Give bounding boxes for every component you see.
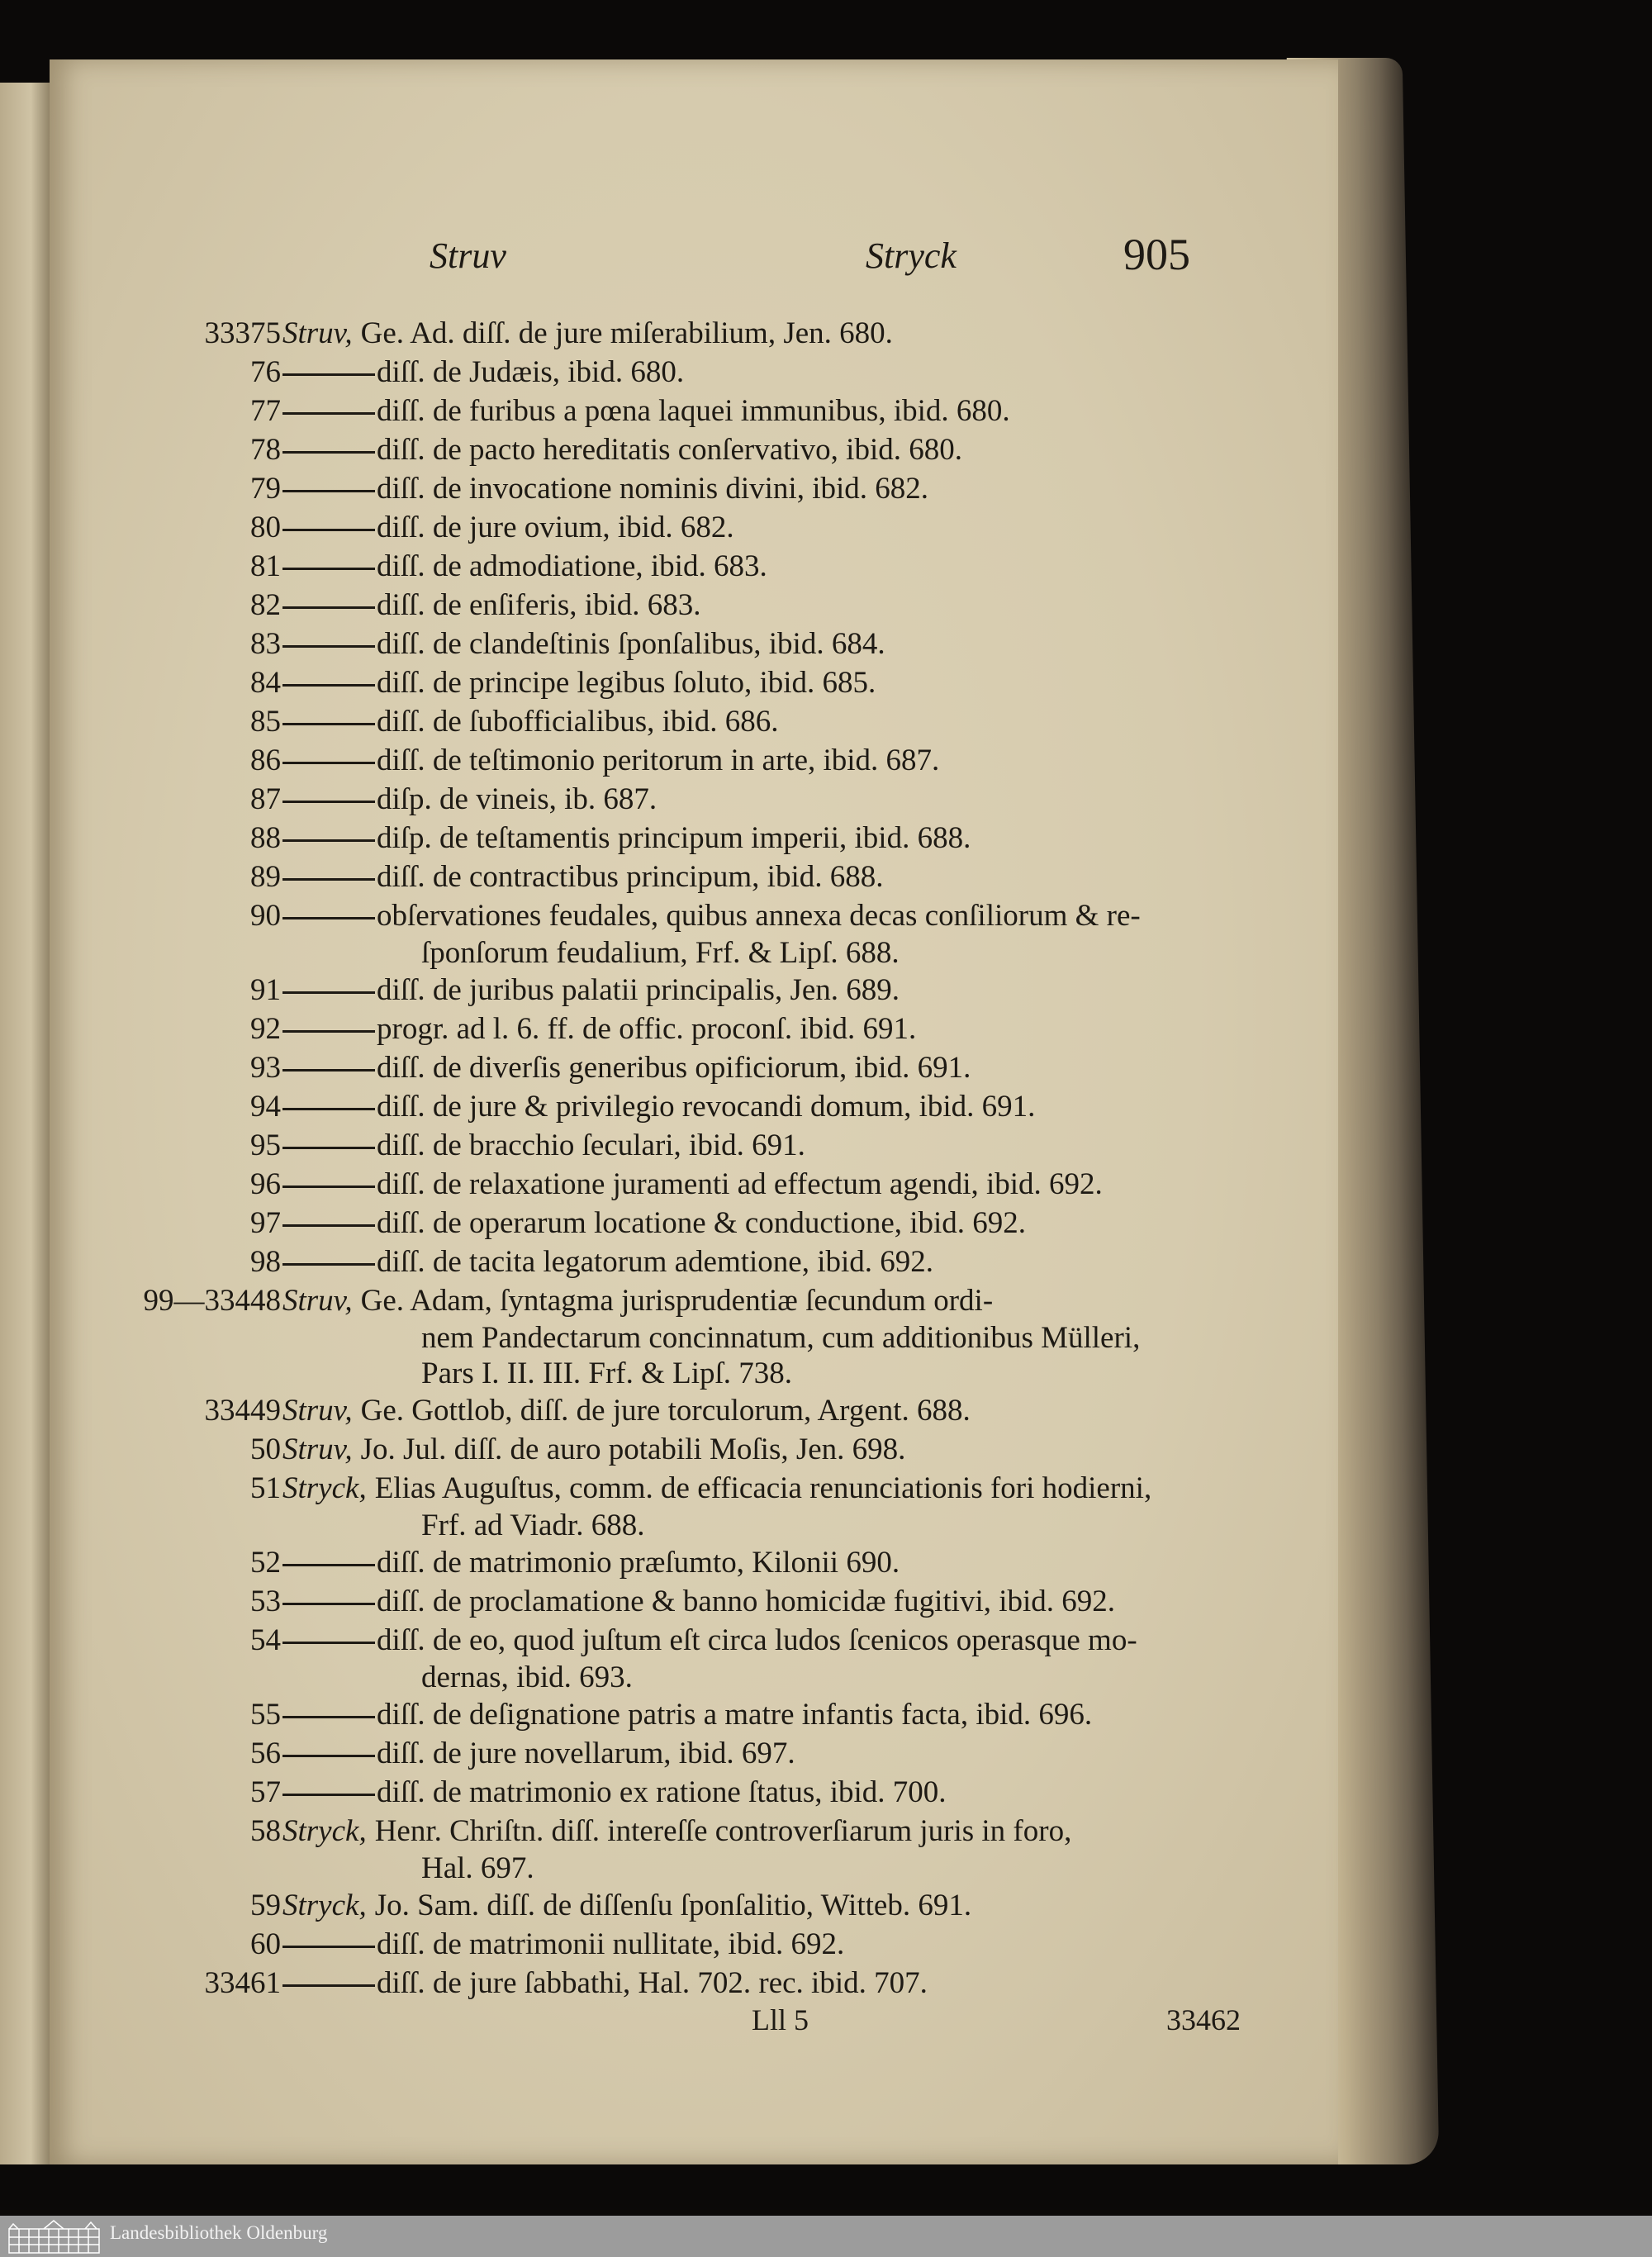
left-page-edge (0, 83, 51, 2164)
entry-body (282, 1165, 1103, 1204)
entry-number: 79 (250, 472, 281, 506)
entry-row (50, 586, 1289, 625)
author-name: Stryck, (282, 1471, 367, 1505)
ditto-dash (282, 1224, 375, 1227)
entry-continuation (50, 935, 1289, 971)
entry-number: 81 (250, 549, 281, 583)
entry-number: 33375 (204, 316, 281, 350)
entry-row (50, 1964, 1289, 2003)
entry-body (282, 586, 701, 625)
entry-body (282, 1964, 928, 2003)
entry-row (50, 1010, 1289, 1048)
entry-row (50, 1886, 1289, 1925)
ditto-dash (282, 839, 375, 842)
entry-body (282, 430, 962, 469)
entry-text: obſervationes feudales, quibus annexa decas conſiliorum & re- (377, 899, 1141, 933)
entry-body (282, 702, 778, 741)
ditto-dash (282, 1794, 375, 1796)
entry-body (282, 1925, 844, 1964)
entry-text: Ge. Adam, ſyntagma jurisprudentiæ ſecundum ordi- (360, 1284, 994, 1318)
author-name: Stryck, (282, 1814, 367, 1848)
ditto-dash (282, 1030, 375, 1033)
entry-row (50, 508, 1289, 547)
entry-number: 78 (250, 433, 281, 467)
entry-number: 56 (250, 1737, 281, 1770)
entry-text: diſſ. de matrimonio præſumto, Kilonii 690. (377, 1546, 900, 1580)
entry-number: 55 (250, 1698, 281, 1732)
entry-text: diſſ. de juribus palatii principalis, Jen. 689. (377, 973, 900, 1007)
entry-number: 76 (250, 355, 281, 389)
continuation-text: dernas, ibid. 693. (421, 1661, 633, 1694)
entry-number: 53 (250, 1585, 281, 1618)
entry-text: diſp. de teſtamentis principum imperii, ibid. 688. (377, 821, 971, 855)
entry-body (282, 1204, 1026, 1243)
entry-body (282, 1734, 795, 1773)
entry-number: 60 (250, 1927, 281, 1961)
entry-text: diſſ. de bracchio ſeculari, ibid. 691. (377, 1128, 805, 1162)
entry-body (282, 314, 893, 353)
entry-row (50, 1925, 1289, 1964)
entry-text: diſſ. de clandeſtinis ſponſalibus, ibid. 684. (377, 627, 885, 661)
entry-number: 89 (250, 860, 281, 894)
entry-row (50, 663, 1289, 702)
ditto-dash (282, 412, 375, 415)
entry-text: Henr. Chriſtn. diſſ. intereſſe controverſiarum juris in foro, (374, 1814, 1072, 1848)
entry-text: diſſ. de deſignatione patris a matre infantis facta, ibid. 696. (377, 1698, 1093, 1732)
ditto-dash (282, 1069, 375, 1071)
entry-text: diſſ. de Judæis, ibid. 680. (377, 355, 685, 389)
entry-row (50, 353, 1289, 392)
entry-row (50, 1469, 1289, 1508)
entry-number: 90 (250, 899, 281, 933)
entry-text: diſſ. de jure ſabbathi, Hal. 702. rec. ibid. 707. (377, 1966, 928, 2000)
entry-row (50, 547, 1289, 586)
entry-row (50, 1543, 1289, 1582)
entry-body (282, 780, 657, 819)
ditto-dash (282, 1946, 375, 1948)
entry-row (50, 1204, 1289, 1243)
entry-number: 77 (250, 394, 281, 428)
entry-row (50, 741, 1289, 780)
entry-number: 84 (250, 666, 281, 700)
author-name: Struv, (282, 1284, 353, 1318)
entry-number: 96 (250, 1167, 281, 1201)
library-bar (0, 2216, 1652, 2257)
entry-number: 80 (250, 511, 281, 544)
entry-number: 86 (250, 744, 281, 777)
entry-number: 94 (250, 1090, 281, 1124)
entry-number: 82 (250, 588, 281, 622)
entry-number: 57 (250, 1775, 281, 1809)
entry-text: diſſ. de matrimonii nullitate, ibid. 692. (377, 1927, 845, 1961)
ditto-dash (282, 1642, 375, 1644)
entry-text: Jo. Jul. diſſ. de auro potabili Moſis, Jen. 698. (360, 1433, 906, 1466)
catalog-entries (50, 314, 1289, 2003)
entry-row (50, 1773, 1289, 1812)
ditto-dash (282, 1755, 375, 1757)
entry-body (282, 1430, 905, 1469)
entry-row (50, 430, 1289, 469)
entry-row (50, 858, 1289, 896)
entry-row (50, 702, 1289, 741)
entry-text: diſſ. de ſubofficialibus, ibid. 686. (377, 705, 779, 739)
entry-number: 98 (250, 1245, 281, 1279)
entry-row (50, 314, 1289, 353)
entry-text: diſſ. de eo, quod juſtum eſt circa ludos ſcenicos operasque mo- (377, 1623, 1137, 1657)
author-name: Struv, (282, 1433, 353, 1466)
entry-text: diſſ. de jure & privilegio revocandi domum, ibid. 691. (377, 1090, 1036, 1124)
entry-body (282, 1582, 1115, 1621)
entry-text: diſp. de vineis, ib. 687. (377, 782, 657, 816)
library-name: Landesbibliothek Oldenburg (110, 2222, 328, 2243)
ditto-dash (282, 1186, 375, 1188)
entry-number: 97 (250, 1206, 281, 1240)
ditto-dash (282, 1564, 375, 1566)
entry-row (50, 1281, 1289, 1320)
entry-number: 87 (250, 782, 281, 816)
entry-number: 58 (250, 1814, 281, 1848)
entry-number: 59 (250, 1889, 281, 1922)
entry-body (282, 1886, 971, 1925)
entry-number: 54 (250, 1623, 281, 1657)
entry-row (50, 1812, 1289, 1851)
entry-body (282, 392, 1010, 430)
ditto-dash (282, 1108, 375, 1110)
entry-row (50, 1695, 1289, 1734)
entry-continuation (50, 1660, 1289, 1695)
entry-body (282, 858, 883, 896)
ditto-dash (282, 373, 375, 376)
entry-text: diſſ. de proclamatione & banno homicidæ fugitivi, ibid. 692. (377, 1585, 1116, 1618)
ditto-dash (282, 1716, 375, 1718)
continuation-text: Frf. ad Viadr. 688. (421, 1509, 645, 1542)
entry-text: diſſ. de invocatione nominis divini, ibid. 682. (377, 472, 929, 506)
ditto-dash (282, 1263, 375, 1266)
ditto-dash (282, 451, 375, 454)
entry-continuation (50, 1508, 1289, 1543)
ditto-dash (282, 529, 375, 531)
entry-row (50, 1621, 1289, 1660)
library-building-icon (7, 2219, 102, 2254)
continuation-text: nem Pandectarum concinnatum, cum additionibus Mülleri, (421, 1321, 1141, 1355)
book-page (50, 59, 1338, 2164)
entry-number: 92 (250, 1012, 281, 1046)
ditto-dash (282, 917, 375, 919)
entry-text: diſſ. de tacita legatorum ademtione, ibid. 692. (377, 1245, 934, 1279)
entry-text: Jo. Sam. diſſ. de diſſenſu ſponſalitio, Witteb. 691. (374, 1889, 972, 1922)
ditto-dash (282, 490, 375, 492)
running-head-center: Stryck (866, 235, 957, 276)
entry-body (282, 1543, 900, 1582)
entry-body (282, 1695, 1092, 1734)
entry-number: 91 (250, 973, 281, 1007)
ditto-dash (282, 645, 375, 648)
entry-body (282, 1048, 971, 1087)
entry-row (50, 392, 1289, 430)
entry-number: 93 (250, 1051, 281, 1085)
entry-body (282, 1391, 971, 1430)
entry-text: Elias Auguſtus, comm. de efficacia renunciationis fori hodierni, (374, 1471, 1152, 1505)
entry-number: 83 (250, 627, 281, 661)
page-number: 905 (1123, 230, 1190, 279)
author-name: Struv, (282, 316, 353, 350)
entry-body (282, 1812, 1071, 1851)
entry-body (282, 1621, 1137, 1660)
entry-body (282, 1087, 1035, 1126)
entry-text: Ge. Ad. diſſ. de jure miſerabilium, Jen. 680. (360, 316, 893, 350)
signature-mark: Lll 5 (752, 2003, 809, 2036)
entry-body (282, 971, 900, 1010)
entry-row (50, 1126, 1289, 1165)
author-name: Stryck, (282, 1889, 367, 1922)
entry-text: diſſ. de jure ovium, ibid. 682. (377, 511, 734, 544)
entry-body (282, 1469, 1151, 1508)
continuation-text: Pars I. II. III. Frf. & Lipſ. 738. (421, 1357, 793, 1390)
entry-row (50, 1582, 1289, 1621)
entry-row (50, 1734, 1289, 1773)
catchword: 33462 (1166, 2003, 1241, 2036)
entry-row (50, 1430, 1289, 1469)
continuation-text: Hal. 697. (421, 1851, 534, 1885)
entry-row (50, 1087, 1289, 1126)
entry-body (282, 625, 885, 663)
entry-row (50, 896, 1289, 935)
entry-body (282, 741, 939, 780)
entry-row (50, 780, 1289, 819)
entry-body (282, 353, 684, 392)
entry-number: 88 (250, 821, 281, 855)
entry-row (50, 1165, 1289, 1204)
entry-number: 33461 (204, 1966, 281, 2000)
ditto-dash (282, 762, 375, 764)
entry-row (50, 1243, 1289, 1281)
ditto-dash (282, 801, 375, 803)
entry-text: diſſ. de operarum locatione & conductione, ibid. 692. (377, 1206, 1027, 1240)
entry-continuation (50, 1851, 1289, 1886)
entry-body (282, 1010, 916, 1048)
entry-text: progr. ad l. 6. ff. de offic. proconſ. ibid. 691. (377, 1012, 917, 1046)
entry-text: diſſ. de jure novellarum, ibid. 697. (377, 1737, 795, 1770)
entry-text: diſſ. de enſiferis, ibid. 683. (377, 588, 701, 622)
author-name: Struv, (282, 1394, 353, 1428)
entry-text: diſſ. de matrimonio ex ratione ſtatus, ibid. 700. (377, 1775, 947, 1809)
ditto-dash (282, 1147, 375, 1149)
continuation-text: ſponſorum feudalium, Frf. & Lipſ. 688. (421, 936, 900, 970)
entry-row (50, 469, 1289, 508)
ditto-dash (282, 723, 375, 725)
entry-body (282, 819, 971, 858)
entry-text: diſſ. de admodiatione, ibid. 683. (377, 549, 767, 583)
entry-text: diſſ. de teſtimonio peritorum in arte, ibid. 687. (377, 744, 940, 777)
entry-number: 33449 (204, 1394, 281, 1428)
entry-body (282, 547, 767, 586)
ditto-dash (282, 878, 375, 881)
entry-number: 50 (250, 1433, 281, 1466)
entry-text: diſſ. de furibus a pœna laquei immunibus, ibid. 680. (377, 394, 1010, 428)
entry-body (282, 1281, 993, 1320)
entry-body (282, 1773, 947, 1812)
entry-body (282, 469, 928, 508)
entry-row (50, 971, 1289, 1010)
entry-text: diſſ. de diverſis generibus opificiorum, ibid. 691. (377, 1051, 971, 1085)
entry-row (50, 1048, 1289, 1087)
entry-text: diſſ. de pacto hereditatis conſervativo, ibid. 680. (377, 433, 962, 467)
entry-body (282, 1243, 933, 1281)
entry-row (50, 1391, 1289, 1430)
ditto-dash (282, 684, 375, 687)
entry-body (282, 508, 734, 547)
entry-number: 51 (250, 1471, 281, 1505)
entry-number: 85 (250, 705, 281, 739)
entry-text: Ge. Gottlob, diſſ. de jure torculorum, Argent. 688. (360, 1394, 971, 1428)
entry-body (282, 896, 1141, 935)
entry-number: 95 (250, 1128, 281, 1162)
entry-body (282, 663, 876, 702)
entry-body (282, 1126, 805, 1165)
entry-continuation (50, 1320, 1289, 1356)
ditto-dash (282, 1984, 375, 1987)
entry-row (50, 625, 1289, 663)
ditto-dash (282, 568, 375, 570)
entry-number: 52 (250, 1546, 281, 1580)
running-head-left: Struv (430, 235, 506, 276)
ditto-dash (282, 1603, 375, 1605)
entry-text: diſſ. de relaxatione juramenti ad effectum agendi, ibid. 692. (377, 1167, 1103, 1201)
ditto-dash (282, 991, 375, 994)
entry-row (50, 819, 1289, 858)
entry-number: 99—33448 (143, 1284, 281, 1318)
entry-text: diſſ. de principe legibus ſoluto, ibid. 685. (377, 666, 876, 700)
entry-text: diſſ. de contractibus principum, ibid. 688. (377, 860, 884, 894)
entry-continuation (50, 1356, 1289, 1391)
ditto-dash (282, 606, 375, 609)
